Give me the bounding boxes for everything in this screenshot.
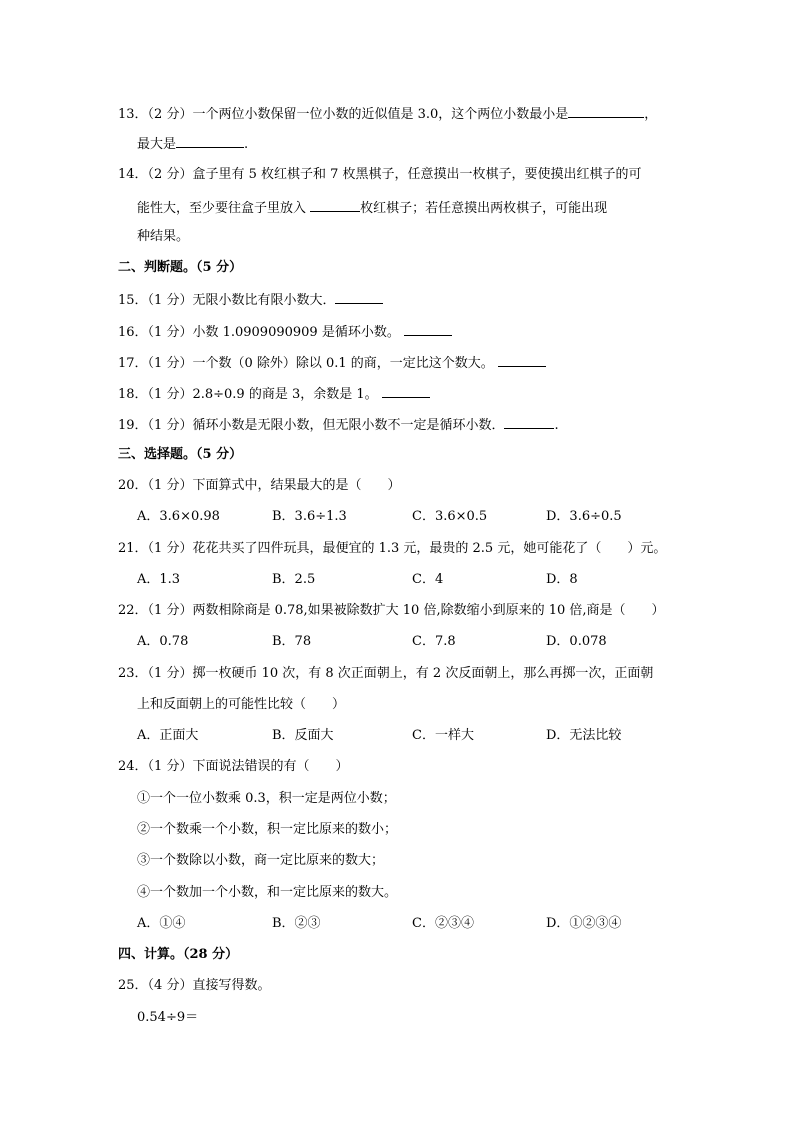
answer-blank[interactable] xyxy=(404,322,452,336)
question-14-line1: 14．（2 分）盒子里有 5 枚红棋子和 7 枚黑棋子，任意摸出一枚棋子，要使摸出红棋子的可 xyxy=(118,167,642,182)
question-15-text: 15．（1 分）无限小数比有限小数大． xyxy=(118,293,336,308)
option-a[interactable]: A．3.6×0.98 xyxy=(137,509,220,524)
option-c[interactable]: C．7.8 xyxy=(412,634,456,649)
question-13-text: 最大是 xyxy=(137,137,177,152)
question-14-line3: 种结果。 xyxy=(137,229,190,244)
option-b[interactable]: B．②③ xyxy=(272,916,321,931)
question-18 xyxy=(118,384,430,404)
option-d[interactable]: D．8 xyxy=(546,572,578,587)
option-b[interactable]: B．2.5 xyxy=(272,572,316,587)
option-b[interactable]: B．反面大 xyxy=(272,728,334,743)
question-23-line2: 上和反面朝上的可能性比较（ ） xyxy=(137,697,346,712)
answer-blank[interactable] xyxy=(504,415,554,429)
punctuation: . xyxy=(554,418,559,433)
answer-blank[interactable] xyxy=(498,353,546,367)
question-13-text: 13．（2 分）一个两位小数保留一位小数的近似值是 3.0，这个两位小数最小是 xyxy=(118,107,569,122)
answer-blank[interactable] xyxy=(310,198,360,212)
question-14-text: 能性大，至少要往盒子里放入 xyxy=(137,201,311,216)
question-18-text: 18．（1 分）2.8÷0.9 的商是 3，余数是 1。 xyxy=(118,387,382,402)
question-16-text: 16．（1 分）小数 1.0909090909 是循环小数。 xyxy=(118,325,404,340)
option-a[interactable]: A．0.78 xyxy=(137,634,189,649)
section-3-heading: 三、选择题。（5 分） xyxy=(118,447,243,462)
question-16 xyxy=(118,322,452,342)
punctuation: . xyxy=(244,137,249,152)
question-13-line1 xyxy=(118,104,657,124)
answer-blank[interactable] xyxy=(568,104,644,118)
question-17-text: 17．（1 分）一个数（0 除外）除以 0.1 的商，一定比这个数大。 xyxy=(118,356,498,371)
statement-4: ④一个数加一个小数，和一定比原来的数大。 xyxy=(137,885,398,900)
question-13-line2 xyxy=(137,134,248,154)
answer-blank[interactable] xyxy=(335,290,383,304)
question-14-text: 枚红棋子；若任意摸出两枚棋子，可能出现 xyxy=(360,201,608,216)
option-d[interactable]: D．①②③④ xyxy=(546,916,622,931)
option-b[interactable]: B．3.6÷1.3 xyxy=(272,509,347,524)
question-20-stem: 20．（1 分）下面算式中，结果最大的是（ ） xyxy=(118,478,401,493)
question-19-text: 19．（1 分）循环小数是无限小数，但无限小数不一定是循环小数． xyxy=(118,418,505,433)
section-2-heading: 二、判断题。（5 分） xyxy=(118,260,243,275)
question-21-stem: 21．（1 分）花花共买了四件玩具，最便宜的 1.3 元，最贵的 2.5 元，她可能花了（ ）元。 xyxy=(118,541,667,556)
question-24-stem: 24．（1 分）下面说法错误的有（ ） xyxy=(118,759,349,774)
option-b[interactable]: B．78 xyxy=(272,634,312,649)
option-c[interactable]: C．②③④ xyxy=(412,916,474,931)
question-17 xyxy=(118,353,546,373)
question-15 xyxy=(118,290,383,310)
option-c[interactable]: C．一样大 xyxy=(412,728,474,743)
question-19 xyxy=(118,415,559,435)
question-25-stem: 25．（4 分）直接写得数。 xyxy=(118,978,271,993)
statement-2: ②一个数乘一个小数，积一定比原来的数小； xyxy=(137,822,398,837)
question-23-line1: 23．（1 分）掷一枚硬币 10 次，有 8 次正面朝上，有 2 次反面朝上，那么再掷一次，正面朝 xyxy=(118,666,654,681)
statement-1: ①一个一位小数乘 0.3，积一定是两位小数； xyxy=(137,791,396,806)
answer-blank[interactable] xyxy=(176,134,244,148)
option-c[interactable]: C．3.6×0.5 xyxy=(412,509,488,524)
answer-blank[interactable] xyxy=(382,384,430,398)
statement-3: ③一个数除以小数，商一定比原来的数大； xyxy=(137,853,385,868)
section-4-heading: 四、计算。（28 分） xyxy=(118,947,239,962)
option-d[interactable]: D．无法比较 xyxy=(546,728,622,743)
question-14-line2 xyxy=(137,198,607,218)
calculation-item: 0.54÷9＝ xyxy=(137,1010,199,1025)
option-d[interactable]: D．3.6÷0.5 xyxy=(546,509,622,524)
option-c[interactable]: C．4 xyxy=(412,572,444,587)
option-a[interactable]: A．正面大 xyxy=(137,728,199,743)
question-22-stem: 22．（1 分）两数相除商是 0.78,如果被除数扩大 10 倍,除数缩小到原来的 10 倍,商是（ ） xyxy=(118,603,665,618)
punctuation: ， xyxy=(644,107,658,122)
option-a[interactable]: A．①④ xyxy=(137,916,186,931)
option-d[interactable]: D．0.078 xyxy=(546,634,607,649)
option-a[interactable]: A．1.3 xyxy=(137,572,181,587)
